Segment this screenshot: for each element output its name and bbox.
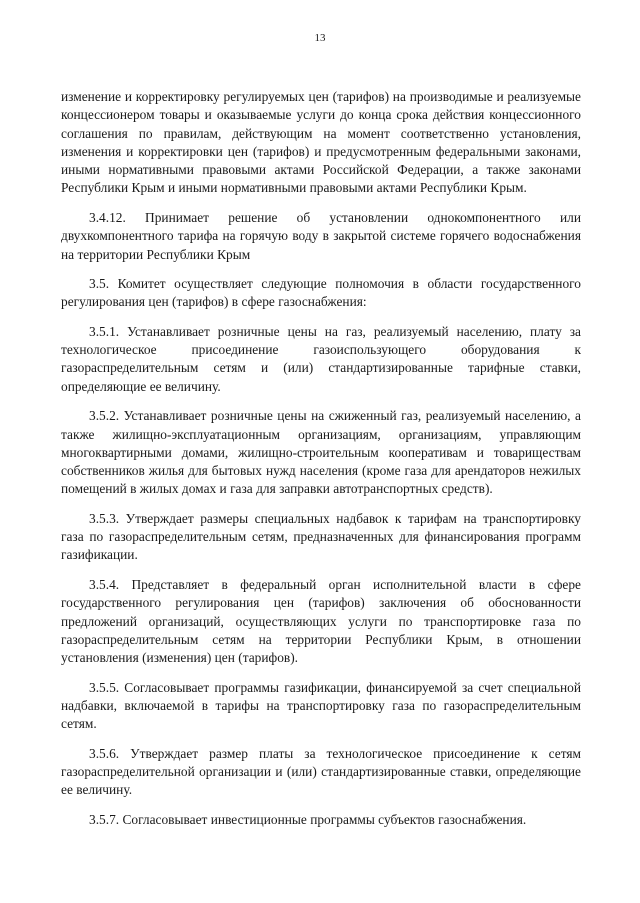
- paragraph-3-4-12: 3.4.12. Принимает решение об установлении однокомпонентного или двухкомпонентного тарифа на горячую воду в закрытой системе горячего водоснабжения на территории Республики Крым: [61, 209, 581, 262]
- paragraph-3-5-7: 3.5.7. Согласовывает инвестиционные программы субъектов газоснабжения.: [89, 811, 527, 827]
- paragraph-3-5-3: 3.5.3. Утверждает размеры специальных надбавок к тарифам на транспортировку газа по газораспределительным сетям, предназначенных для финансирования программ газификации.: [61, 510, 581, 563]
- paragraph-3-5-1: 3.5.1. Устанавливает розничные цены на газ, реализуемый населению, плату за технологическое присоединение газоиспользующего оборудования к газораспределительным сетям и (или) стандартизированные тарифные ставки, определяющие ее величину.: [61, 323, 581, 394]
- paragraph-3-5-6: 3.5.6. Утверждает размер платы за технологическое присоединение к сетям газораспределительной организации и (или) стандартизированные ставки, определяющие ее величину.: [61, 745, 581, 798]
- paragraph-3-5: 3.5. Комитет осуществляет следующие полномочия в области государственного регулирования цен (тарифов) в сфере газоснабжения:: [61, 276, 581, 310]
- paragraph-continuation: изменение и корректировку регулируемых цен (тарифов) на производимые и реализуемые концессионером товары и оказываемые услуги до конца срока действия концессионного соглашения по правилам, действующим на момент соответственно установления, изменения и корректировки цен (тарифов) и предусмотренным федеральными законами, иными нормативными правовыми актами Российской Федерации, а также законами Республики Крым и иными нормативными правовыми актами Республики Крым.: [61, 89, 581, 196]
- document-body: [61, 88, 581, 829]
- page-number: 13: [314, 32, 326, 44]
- paragraph-3-5-2: 3.5.2. Устанавливает розничные цены на сжиженный газ, реализуемый населению, а также жилищно-эксплуатационным организациям, организациям, управляющим многоквартирными домами, жилищно-строительным кооперативам и товариществам собственников жилья для бытовых нужд населения (кроме газа для арендаторов нежилых помещений в жилых домах и газа для заправки автотранспортных средств).: [61, 408, 581, 497]
- paragraph-3-5-4: 3.5.4. Представляет в федеральный орган исполнительной власти в сфере государственного регулирования цен (тарифов) заключения об обоснованности предложений организаций, осуществляющих услуги по транспортировке газа по газораспределительным сетям на территории Республики Крым, в отношении установления (изменения) цен (тарифов).: [61, 576, 581, 666]
- paragraph-3-5-5: 3.5.5. Согласовывает программы газификации, финансируемой за счет специальной надбавки, включаемой в тарифы на транспортировку газа по газораспределительным сетям.: [61, 679, 581, 732]
